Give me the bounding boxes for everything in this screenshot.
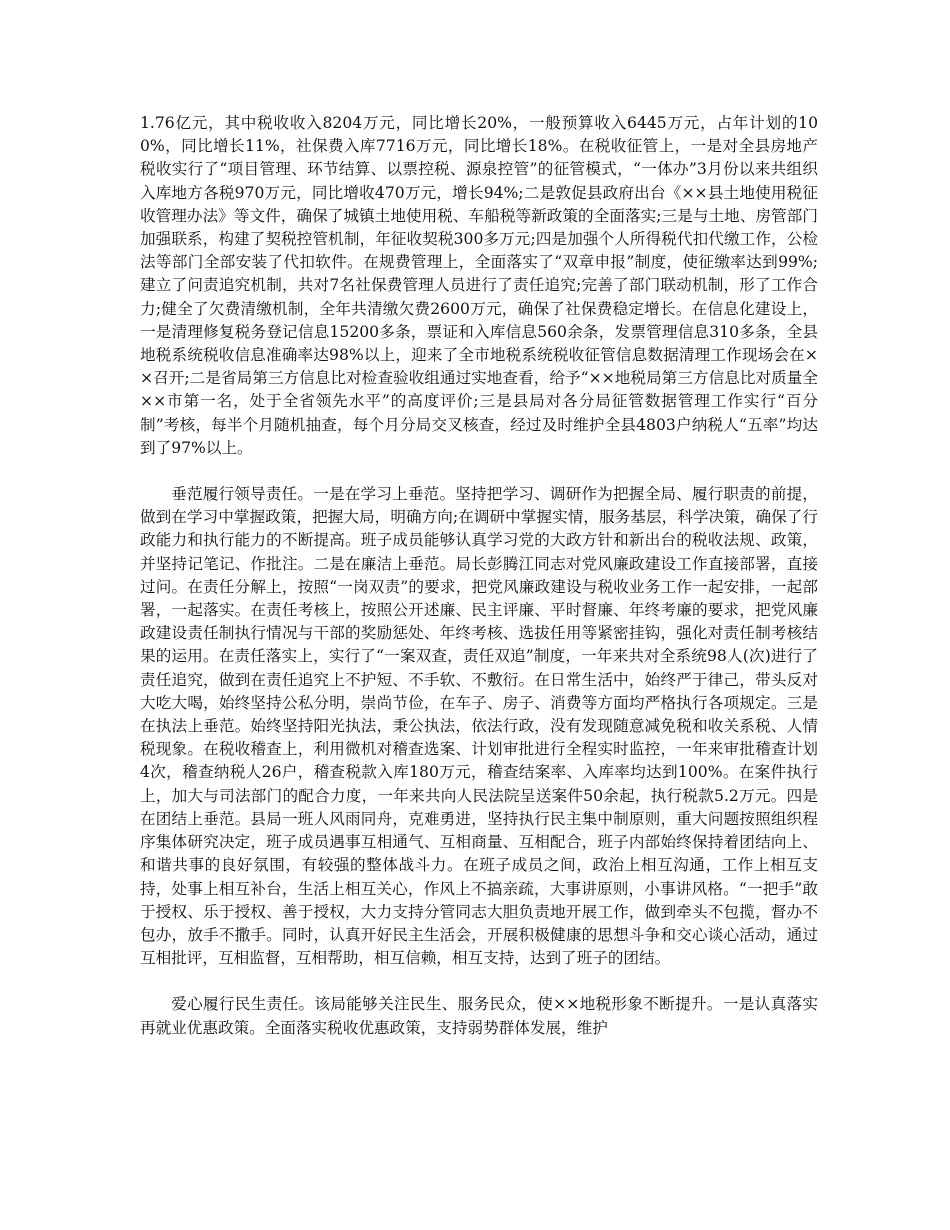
document-page bbox=[140, 112, 818, 1063]
paragraph-1: 1.76亿元，其中税收收入8204万元，同比增长20%，一般预算收入6445万元，占年计划的100%，同比增长11%，社保费入库7716万元，同比增长18%。在税收征管上，一是对全县房地产税收实行了“项目管理、环节结算、以票控税、源泉控管”的征管模式，“一体办”3月份以来共组织入库地方各税970万元，同比增收470万元，增长94%;二是敦促县政府出台《××县土地使用税征收管理办法》等文件，确保了城镇土地使用税、车船税等新政策的全面落实;三是与土地、房管部门加强联系，构建了契税控管机制，年征收契税300多万元;四是加强个人所得税代扣代缴工作，公检法等部门全部安装了代扣软件。在规费管理上，全面落实了“双章申报”制度，使征缴率达到99%;建立了问责追究机制，共对7名社保费管理人员进行了责任追究;完善了部门联动机制，形了工作合力;健全了欠费清缴机制，全年共清缴欠费2600万元，确保了社保费稳定增长。在信息化建设上，一是清理修复税务登记信息15200多条，票证和入库信息560余条，发票管理信息310多条，全县地税系统税收信息准确率达98%以上，迎来了全市地税系统税收征管信息数据清理工作现场会在××召开;二是省局第三方信息比对检查验收组通过实地查看，给予“××地税局第三方信息比对质量全××市第一名，处于全省领先水平”的高度评价;三是县局对各分局征管数据管理工作实行“百分制”考核，每半个月随机抽查，每个月分局交叉核查，经过及时维护全县4803户纳税人“五率”均达到了97%以上。 bbox=[140, 114, 818, 457]
paragraph-3: 爱心履行民生责任。该局能够关注民生、服务民众，使××地税形象不断提升。一是认真落实再就业优惠政策。全面落实税收优惠政策，支持弱势群体发展，维护 bbox=[140, 995, 818, 1037]
paragraph-2: 垂范履行领导责任。一是在学习上垂范。坚持把学习、调研作为把握全局、履行职责的前提，做到在学习中掌握政策，把握大局，明确方向;在调研中掌握实情，服务基层，科学决策，确保了行政能力和执行能力的不断提高。班子成员能够认真学习党的大政方针和新出台的税收法规、政策，并坚持记笔记、作批注。二是在廉洁上垂范。局长彭腾江同志对党风廉政建设工作直接部署，直接过问。在责任分解上，按照“一岗双责”的要求，把党风廉政建设与税收业务工作一起安排，一起部署，一起落实。在责任考核上，按照公开述廉、民主评廉、平时督廉、年终考廉的要求，把党风廉政建设责任制执行情况与干部的奖励惩处、年终考核、选拔任用等紧密挂钩，强化对责任制考核结果的运用。在责任落实上，实行了“一案双查，责任双追”制度，一年来共对全系统98人(次)进行了责任追究，做到在责任追究上不护短、不手软、不敷衍。在日常生活中，始终严于律己，带头反对大吃大喝，始终坚持公私分明，崇尚节俭，在车子、房子、消费等方面均严格执行各项规定。三是在执法上垂范。始终坚持阳光执法，秉公执法，依法行政，没有发现随意减免税和收关系税、人情税现象。在税收稽查上，利用微机对稽查选案、计划审批进行全程实时监控，一年来审批稽查计划4次，稽查纳税人26户，稽查税款入库180万元，稽查结案率、入库率均达到100%。在案件执行上，加大与司法部门的配合力度，一年来共向人民法院呈送案件50余起，执行税款5.2万元。四是在团结上垂范。县局一班人风雨同舟，克难勇进，坚持执行民主集中制原则，重大问题按照组织程序集体研究决定，班子成员遇事互相通气、互相商量、互相配合，班子内部始终保持着团结向上、和谐共事的良好氛围，有较强的整体战斗力。在班子成员之间，政治上相互沟通，工作上相互支持，处事上相互补台，生活上相互关心，作风上不搞亲疏，大事讲原则，小事讲风格。“一把手”敢于授权、乐于授权、善于授权，大力支持分管同志大胆负责地开展工作，做到牵头不包揽，督办不包办，放手不撒手。同时，认真开好民主生活会，开展积极健康的思想斗争和交心谈心活动，通过互相批评，互相监督，互相帮助，相互信赖，相互支持，达到了班子的团结。 bbox=[140, 485, 818, 968]
